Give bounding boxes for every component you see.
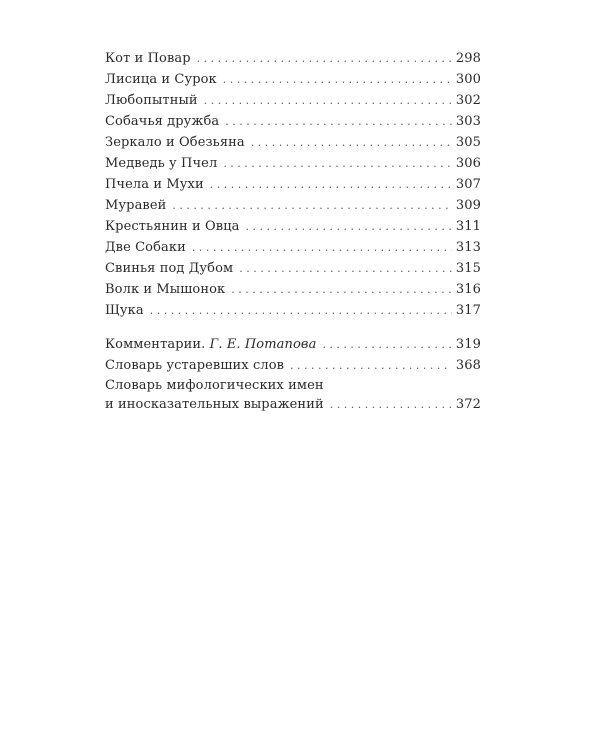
toc-entry	[105, 237, 481, 258]
toc-entry-title: Крестьянин и Овца	[105, 219, 240, 234]
toc-entry-title: Щука	[105, 303, 144, 318]
toc-entry-page: 302	[455, 93, 481, 108]
toc-entry-title-line1: Словарь мифологических имен	[105, 378, 324, 393]
dot-leader	[231, 279, 452, 300]
toc-entry-title: Волк и Мышонок	[105, 282, 226, 297]
toc-entry	[105, 195, 481, 216]
toc-entry-commentary	[105, 334, 481, 355]
table-of-contents	[105, 48, 481, 414]
toc-entry-title: Две Собаки	[105, 240, 186, 255]
toc-entry-page: 368	[455, 358, 481, 373]
toc-entry	[105, 300, 481, 321]
toc-entry-page: 311	[455, 219, 481, 234]
toc-entry	[105, 90, 481, 111]
toc-entry-title: Пчела и Мухи	[105, 177, 204, 192]
toc-entry-page: 319	[455, 337, 481, 352]
dot-leader	[239, 258, 452, 279]
toc-fables-group	[105, 48, 481, 321]
toc-entry-title: Словарь устаревших слов	[105, 358, 285, 373]
toc-entry-title: Лисица и Сурок	[105, 72, 217, 87]
toc-entry	[105, 69, 481, 90]
toc-entry-page: 300	[455, 72, 481, 87]
dot-leader	[210, 174, 452, 195]
toc-entry	[105, 111, 481, 132]
dot-leader	[172, 195, 451, 216]
toc-entry	[105, 153, 481, 174]
toc-entry-line2	[105, 395, 481, 414]
toc-appendix-group	[105, 334, 481, 414]
toc-entry	[105, 258, 481, 279]
toc-entry-title	[105, 334, 316, 355]
toc-entry-title: Собачья дружба	[105, 114, 220, 129]
toc-entry-page: 305	[455, 135, 481, 150]
toc-entry-page: 298	[455, 51, 481, 66]
toc-entry-title: Кот и Повар	[105, 51, 191, 66]
toc-entry-page: 309	[455, 198, 481, 213]
dot-leader	[322, 334, 451, 355]
toc-entry-mythology	[105, 376, 481, 414]
dot-leader	[192, 237, 452, 258]
toc-entry	[105, 132, 481, 153]
commentary-author: Г. Е. Потапова	[209, 337, 317, 352]
dot-leader	[150, 300, 452, 321]
toc-entry-page: 303	[455, 114, 481, 129]
toc-entry-page: 313	[455, 240, 481, 255]
toc-entry-page: 316	[455, 282, 481, 297]
toc-entry	[105, 279, 481, 300]
toc-entry	[105, 216, 481, 237]
toc-entry-title: Любопытный	[105, 93, 198, 108]
dot-leader	[223, 153, 452, 174]
commentary-label: Комментарии.	[105, 337, 206, 352]
toc-entry-title-line2: и иносказательных выражений	[105, 397, 324, 412]
toc-entry-title: Свинья под Дубом	[105, 261, 234, 276]
toc-entry-title: Зеркало и Обезьяна	[105, 135, 245, 150]
dot-leader	[225, 111, 452, 132]
toc-entry	[105, 48, 481, 69]
dot-leader	[204, 90, 452, 111]
toc-entry-page: 307	[455, 177, 481, 192]
toc-entry-page: 372	[455, 397, 481, 412]
toc-entry-page: 315	[455, 261, 481, 276]
dot-leader	[223, 69, 452, 90]
toc-entry-title: Медведь у Пчел	[105, 156, 218, 171]
dot-leader	[290, 355, 452, 376]
toc-entry	[105, 174, 481, 195]
toc-entry-title: Муравей	[105, 198, 167, 213]
dot-leader	[197, 48, 452, 69]
dot-leader	[330, 395, 452, 414]
dot-leader	[246, 216, 452, 237]
toc-entry-page: 317	[455, 303, 481, 318]
toc-entry-glossary	[105, 355, 481, 376]
dot-leader	[251, 132, 452, 153]
toc-entry-page: 306	[455, 156, 481, 171]
